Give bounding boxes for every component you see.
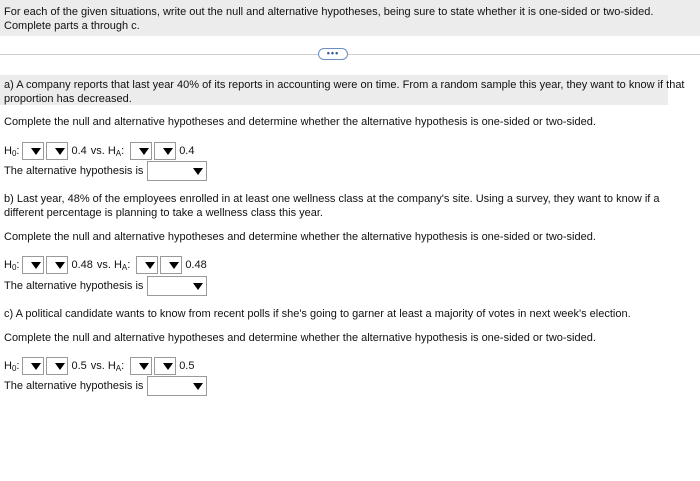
h0-label: $H_0$: <box>4 359 20 373</box>
part-c-h0-value: 0.5 <box>71 360 87 372</box>
part-c-sidedness-dropdown[interactable] <box>147 376 207 396</box>
chevron-down-icon <box>55 148 65 155</box>
part-c-ha-parameter-dropdown[interactable] <box>130 357 152 375</box>
chevron-down-icon <box>31 148 41 155</box>
ha-label: $H_A$: <box>113 258 131 272</box>
part-c-alt-row <box>4 376 207 396</box>
chevron-down-icon <box>55 363 65 370</box>
part-a-h0-parameter-dropdown[interactable] <box>22 142 44 160</box>
part-a-question: a) A company reports that last year 40% of its reports in accounting were on time. From a random sample this year, they want to know if that proportion has decreased. <box>4 79 685 105</box>
chevron-down-icon <box>55 262 65 269</box>
part-b-h0-parameter-dropdown[interactable] <box>22 256 44 274</box>
part-a-alt-label: The alternative hypothesis is <box>4 165 144 177</box>
part-a-sidedness-dropdown[interactable] <box>147 161 207 181</box>
vs-text: vs. <box>90 360 105 372</box>
part-b-hypotheses-row <box>4 256 211 274</box>
chevron-down-icon <box>145 262 155 269</box>
ha-label: $H_A$: <box>107 144 125 158</box>
part-c-h0-parameter-dropdown[interactable] <box>22 357 44 375</box>
part-a-ha-value: 0.4 <box>179 145 195 157</box>
part-b-h0-value: 0.48 <box>71 259 93 271</box>
chevron-down-icon <box>139 148 149 155</box>
part-c-h0-relation-dropdown[interactable] <box>46 357 68 375</box>
chevron-down-icon <box>193 168 203 175</box>
part-c-hypotheses-row <box>4 357 198 375</box>
more-options-button[interactable]: ••• <box>318 48 348 60</box>
vs-text: vs. <box>96 259 111 271</box>
section-divider <box>0 54 700 55</box>
part-b-ha-parameter-dropdown[interactable] <box>136 256 158 274</box>
chevron-down-icon <box>163 363 173 370</box>
part-c-ha-relation-dropdown[interactable] <box>154 357 176 375</box>
chevron-down-icon <box>31 262 41 269</box>
part-a-prompt: Complete the null and alternative hypotheses and determine whether the alternative hypothesis is one-sided or two-sided. <box>4 116 596 128</box>
part-b-ha-relation-dropdown[interactable] <box>160 256 182 274</box>
chevron-down-icon <box>139 363 149 370</box>
part-c-question: c) A political candidate wants to know from recent polls if she's going to garner at least a majority of votes in next week's election. <box>4 308 631 320</box>
part-a-ha-parameter-dropdown[interactable] <box>130 142 152 160</box>
part-c-alt-label: The alternative hypothesis is <box>4 380 144 392</box>
part-c-prompt: Complete the null and alternative hypotheses and determine whether the alternative hypothesis is one-sided or two-sided. <box>4 332 596 344</box>
part-b-question: b) Last year, 48% of the employees enrolled in at least one wellness class at the company's site. Using a survey, they want to know if a different percentage is planning to take a wellness class this year. <box>4 193 660 219</box>
part-b-prompt: Complete the null and alternative hypotheses and determine whether the alternative hypothesis is one-sided or two-sided. <box>4 231 596 243</box>
chevron-down-icon <box>169 262 179 269</box>
part-b-alt-label: The alternative hypothesis is <box>4 280 144 292</box>
instructions-text: For each of the given situations, write out the null and alternative hypotheses, being sure to state whether it is one-sided or two-sided. Complete parts a through c. <box>4 6 654 32</box>
instructions-header <box>0 0 700 36</box>
vs-text: vs. <box>90 145 105 157</box>
chevron-down-icon <box>31 363 41 370</box>
h0-label: $H_0$: <box>4 144 20 158</box>
h0-label: $H_0$: <box>4 258 20 272</box>
part-a-h0-value: 0.4 <box>71 145 87 157</box>
ha-label: $H_A$: <box>107 359 125 373</box>
part-a-hypotheses-row <box>4 142 198 160</box>
chevron-down-icon <box>193 283 203 290</box>
part-c-ha-value: 0.5 <box>179 360 195 372</box>
part-b-alt-row <box>4 276 207 296</box>
chevron-down-icon <box>193 383 203 390</box>
chevron-down-icon <box>163 148 173 155</box>
part-b-ha-value: 0.48 <box>185 259 207 271</box>
part-a-ha-relation-dropdown[interactable] <box>154 142 176 160</box>
part-b-h0-relation-dropdown[interactable] <box>46 256 68 274</box>
part-b-sidedness-dropdown[interactable] <box>147 276 207 296</box>
part-a-alt-row <box>4 161 207 181</box>
part-a-h0-relation-dropdown[interactable] <box>46 142 68 160</box>
